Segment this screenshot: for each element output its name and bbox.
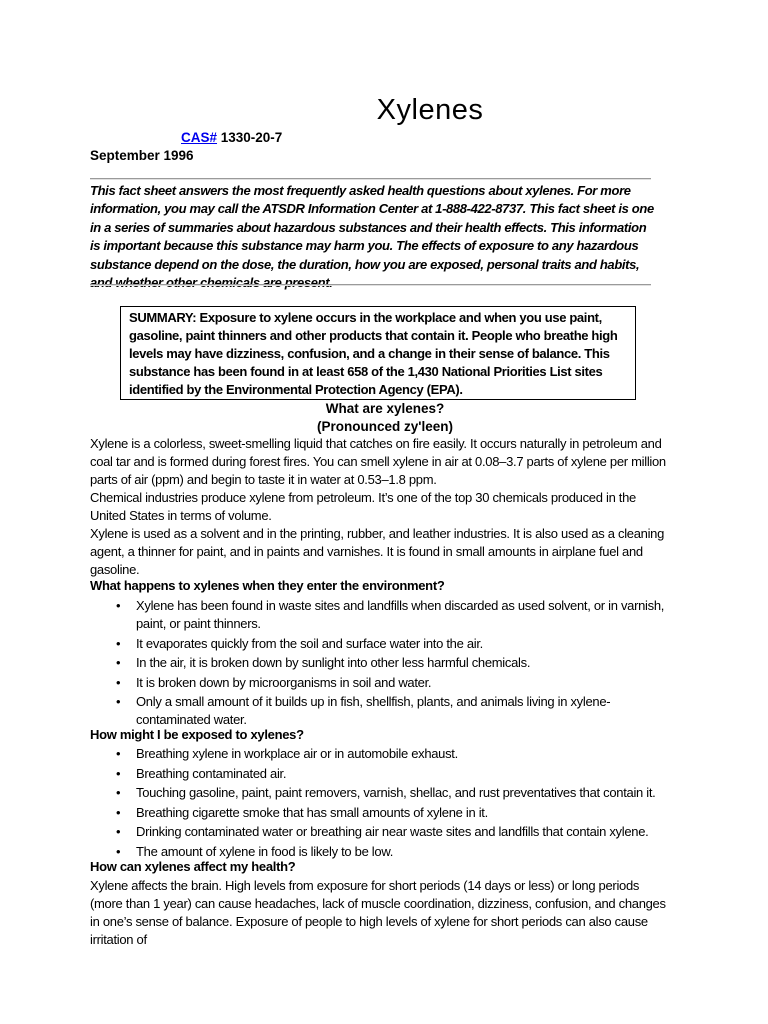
section-heading-health: How can xylenes affect my health? [90, 859, 296, 874]
list-item: • Xylene has been found in waste sites and landfills when discarded as used solvent, or in varnish, paint, or paint thinners. [116, 598, 665, 631]
bullet-icon: • [116, 785, 121, 800]
bullet-icon: • [116, 674, 121, 690]
paragraph: Xylene is a colorless, sweet-smelling liquid that catches on fire easily. It occurs naturally in petroleum and coal tar and is formed during forest fires. You can smell xylene in air at 0.08–3.7 parts of xylene per million parts of air (ppm) and begin to taste it in water at 0.53–1.8 ppm. [90, 436, 666, 487]
section-heading-environment: What happens to xylenes when they enter the environment? [90, 578, 445, 593]
bullet-icon: • [116, 694, 121, 709]
list-item: • Breathing cigarette smoke that has small amounts of xylene in it. [116, 804, 488, 820]
list-item: • In the air, it is broken down by sunlight into other less harmful chemicals. [116, 655, 531, 670]
publication-date: September 1996 [90, 148, 194, 163]
cas-number-line [181, 130, 282, 145]
paragraph: Chemical industries produce xylene from petroleum. It’s one of the top 30 chemicals produced in the United States in terms of volume. [90, 490, 636, 523]
exposure-list [90, 745, 670, 862]
list-item: • Breathing xylene in workplace air or in automobile exhaust. [116, 746, 458, 761]
list-item: • It is broken down by microorganisms in soil and water. [116, 674, 432, 690]
section-heading-what-are: What are xylenes? [325, 401, 445, 416]
list-item: • Drinking contaminated water or breathing air near waste sites and landfills that contain xylene. [116, 824, 649, 839]
bullet-icon: • [116, 598, 121, 613]
top-divider [90, 178, 651, 180]
section-heading-exposure: How might I be exposed to xylenes? [90, 727, 304, 742]
bullet-icon: • [116, 635, 121, 651]
cas-number: 1330-20-7 [217, 130, 283, 145]
intro-divider [90, 284, 651, 286]
bullet-icon: • [116, 804, 121, 820]
page-title: Xylenes [376, 94, 484, 126]
summary-box: SUMMARY: Exposure to xylene occurs in the workplace and when you use paint, gasoline, paint thinners and other products that contain it. People who breathe high levels may have dizziness, confusion, and a change in their sense of balance. This substance has been found in at least 658 of the 1,430 National Priorities List sites identified by the Environmental Protection Agency (EPA). [120, 306, 636, 400]
cas-link[interactable]: CAS# [181, 130, 218, 145]
list-item: • Only a small amount of it builds up in fish, shellfish, plants, and animals living in xylene-contaminated water. [116, 694, 611, 727]
health-body [90, 877, 670, 949]
list-item: • Touching gasoline, paint, paint removers, varnish, shellac, and rust preventatives that contain it. [116, 785, 656, 800]
what-are-body [90, 435, 670, 579]
paragraph: Xylene affects the brain. High levels from exposure for short periods (14 days or less) or long periods (more than 1 year) can cause headaches, lack of muscle coordination, dizziness, confusion, and changes in one’s sense of balance. Exposure of people to high levels of xylene for short periods can also cause irritation of [90, 878, 666, 947]
bullet-icon: • [116, 843, 121, 859]
bullet-icon: • [116, 765, 121, 781]
intro-paragraph: This fact sheet answers the most frequently asked health questions about xylenes. For more information, you may call the ATSDR Information Center at 1-888-422-8737. This fact sheet is one in a series of summaries about hazardous substances and their health effects. This information is important because this substance may harm you. The effects of exposure to any hazardous substance depend on the dose, the duration, how you are exposed, personal traits and habits, and whether other chemicals are present. [90, 183, 654, 291]
list-item: • It evaporates quickly from the soil and surface water into the air. [116, 635, 483, 651]
list-item: • The amount of xylene in food is likely to be low. [116, 843, 394, 859]
environment-list [90, 597, 670, 731]
paragraph: Xylene is used as a solvent and in the printing, rubber, and leather industries. It is also used as a cleaning agent, a thinner for paint, and in paints and varnishes. It is found in small amounts in airplane fuel and gasoline. [90, 526, 665, 577]
list-item: • Breathing contaminated air. [116, 765, 287, 781]
bullet-icon: • [116, 655, 121, 670]
bullet-icon: • [116, 746, 121, 761]
bullet-icon: • [116, 824, 121, 839]
pronunciation: (Pronounced zy'leen) [317, 419, 453, 434]
